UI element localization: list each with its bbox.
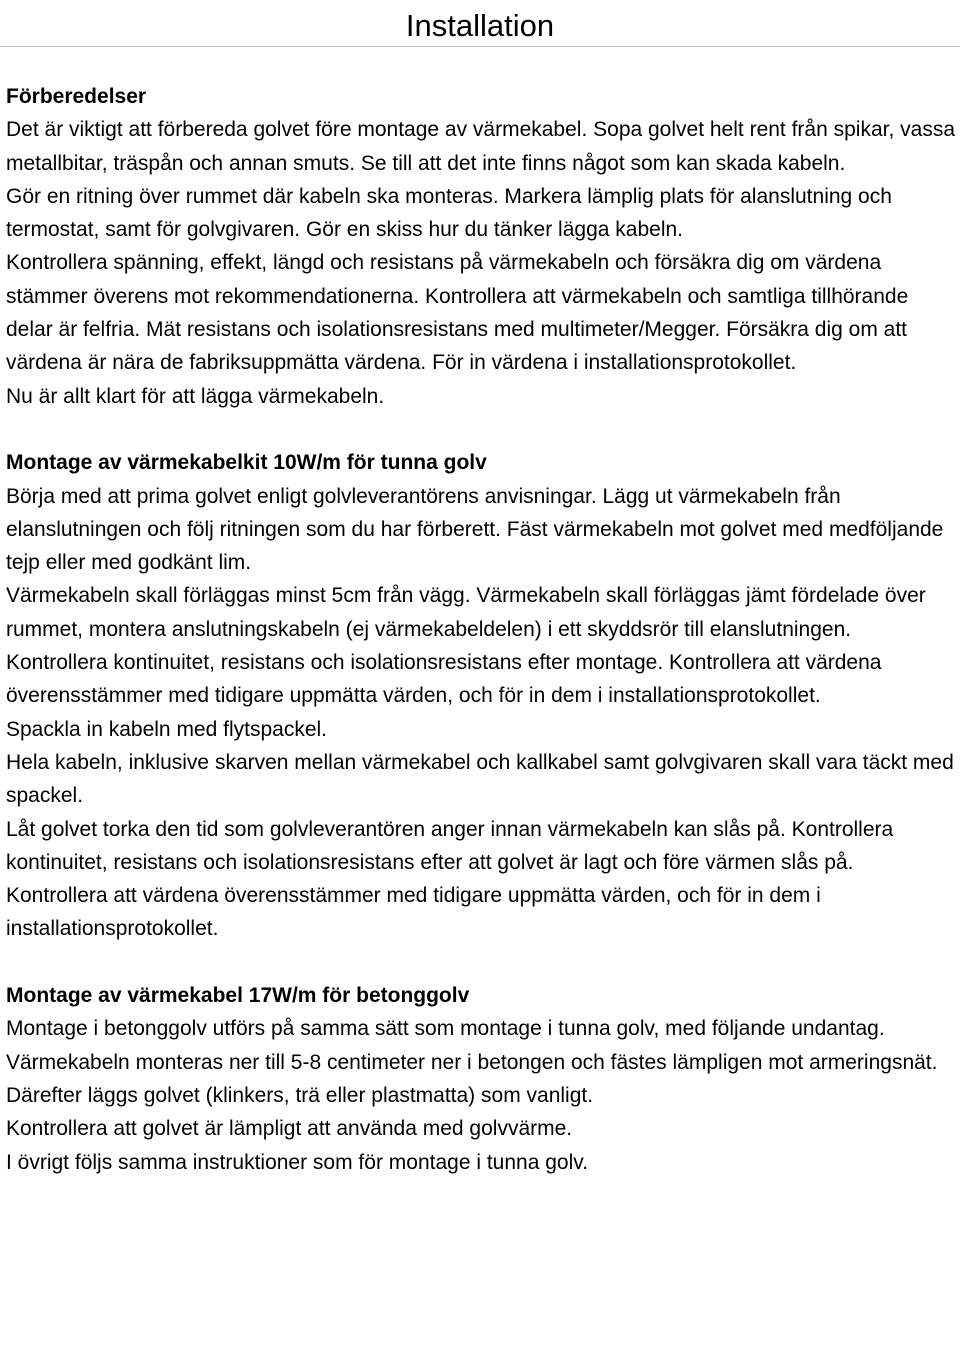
title-divider bbox=[0, 46, 960, 47]
section-heading: Montage av värmekabelkit 10W/m för tunna golv bbox=[6, 451, 487, 475]
section-forberedelser bbox=[6, 80, 956, 413]
paragraph: Spackla in kabeln med flytspackel. bbox=[6, 717, 327, 741]
paragraph: Gör en ritning över rummet där kabeln ska monteras. Markera lämplig plats för alanslutning och termostat, samt för golvgivaren. Gör en skiss hur du tänker lägga kabeln. bbox=[6, 184, 892, 242]
section-heading: Montage av värmekabel 17W/m för betonggolv bbox=[6, 984, 470, 1008]
paragraph: Värmekabeln skall förläggas minst 5cm från vägg. Värmekabeln skall förläggas jämt fördelade över rummet, montera anslutningskabeln (ej värmekabeldelen) i ett skyddsrör till elanslutningen. Kontrollera kontinuitet, resistans och isolationsresistans efter montage. Kontrollera att värdena överensstämmer med tidigare uppmätta värden, och för in dem i installationsprotokollet. bbox=[6, 584, 926, 708]
section-heading: Förberedelser bbox=[6, 85, 147, 108]
paragraph: Hela kabeln, inklusive skarven mellan värmekabel och kallkabel samt golvgivaren skall vara täckt med spackel. bbox=[6, 750, 954, 808]
paragraph: I övrigt följs samma instruktioner som för montage i tunna golv. bbox=[6, 1150, 589, 1174]
paragraph: Låt golvet torka den tid som golvleverantören anger innan värmekabeln kan slås på. Kontrollera kontinuitet, resistans och isolationsresistans efter att golvet är lagt och före värmen slås på. Kontrollera att värdena överensstämmer med tidigare uppmätta värden, och för in dem i installationsprotokollet. bbox=[6, 817, 894, 941]
paragraph: Kontrollera spänning, effekt, längd och resistans på värmekabeln och försäkra dig om värdena stämmer överens mot rekommendationerna. Kontrollera att värmekabeln och samtliga tillhörande delar är felfria. Mät resistans och isolationsresistans med multimeter/Megger. Försäkra dig om att värdena är nära de fabriksuppmätta värdena. För in värdena i installationsprotokollet. bbox=[6, 251, 909, 375]
paragraph: Kontrollera att golvet är lämpligt att använda med golvvärme. bbox=[6, 1117, 573, 1141]
section-montage-betonggolv bbox=[6, 979, 956, 1179]
section-montage-tunna-golv bbox=[6, 446, 956, 945]
paragraph: Värmekabeln monteras ner till 5-8 centimeter ner i betongen och fästes lämpligen mot armeringsnät. Därefter läggs golvet (klinkers, trä eller plastmatta) som vanligt. bbox=[6, 1050, 938, 1107]
paragraph: Det är viktigt att förbereda golvet före montage av värmekabel. Sopa golvet helt rent från spikar, vassa metallbitar, träspån och annan smuts. Se till att det inte finns något som kan skada kabeln. bbox=[6, 118, 955, 175]
document-body bbox=[6, 80, 956, 1179]
page-title: Installation bbox=[405, 8, 555, 43]
paragraph: Börja med att prima golvet enligt golvleverantörens anvisningar. Lägg ut värmekabeln från elanslutningen och följ ritningen som du har förberett. Fäst värmekabeln mot golvet med medföljande tejp eller med godkänt lim. bbox=[6, 484, 944, 575]
paragraph: Montage i betonggolv utförs på samma sätt som montage i tunna golv, med följande undantag. bbox=[6, 1017, 885, 1041]
paragraph: Nu är allt klart för att lägga värmekabeln. bbox=[6, 384, 385, 408]
